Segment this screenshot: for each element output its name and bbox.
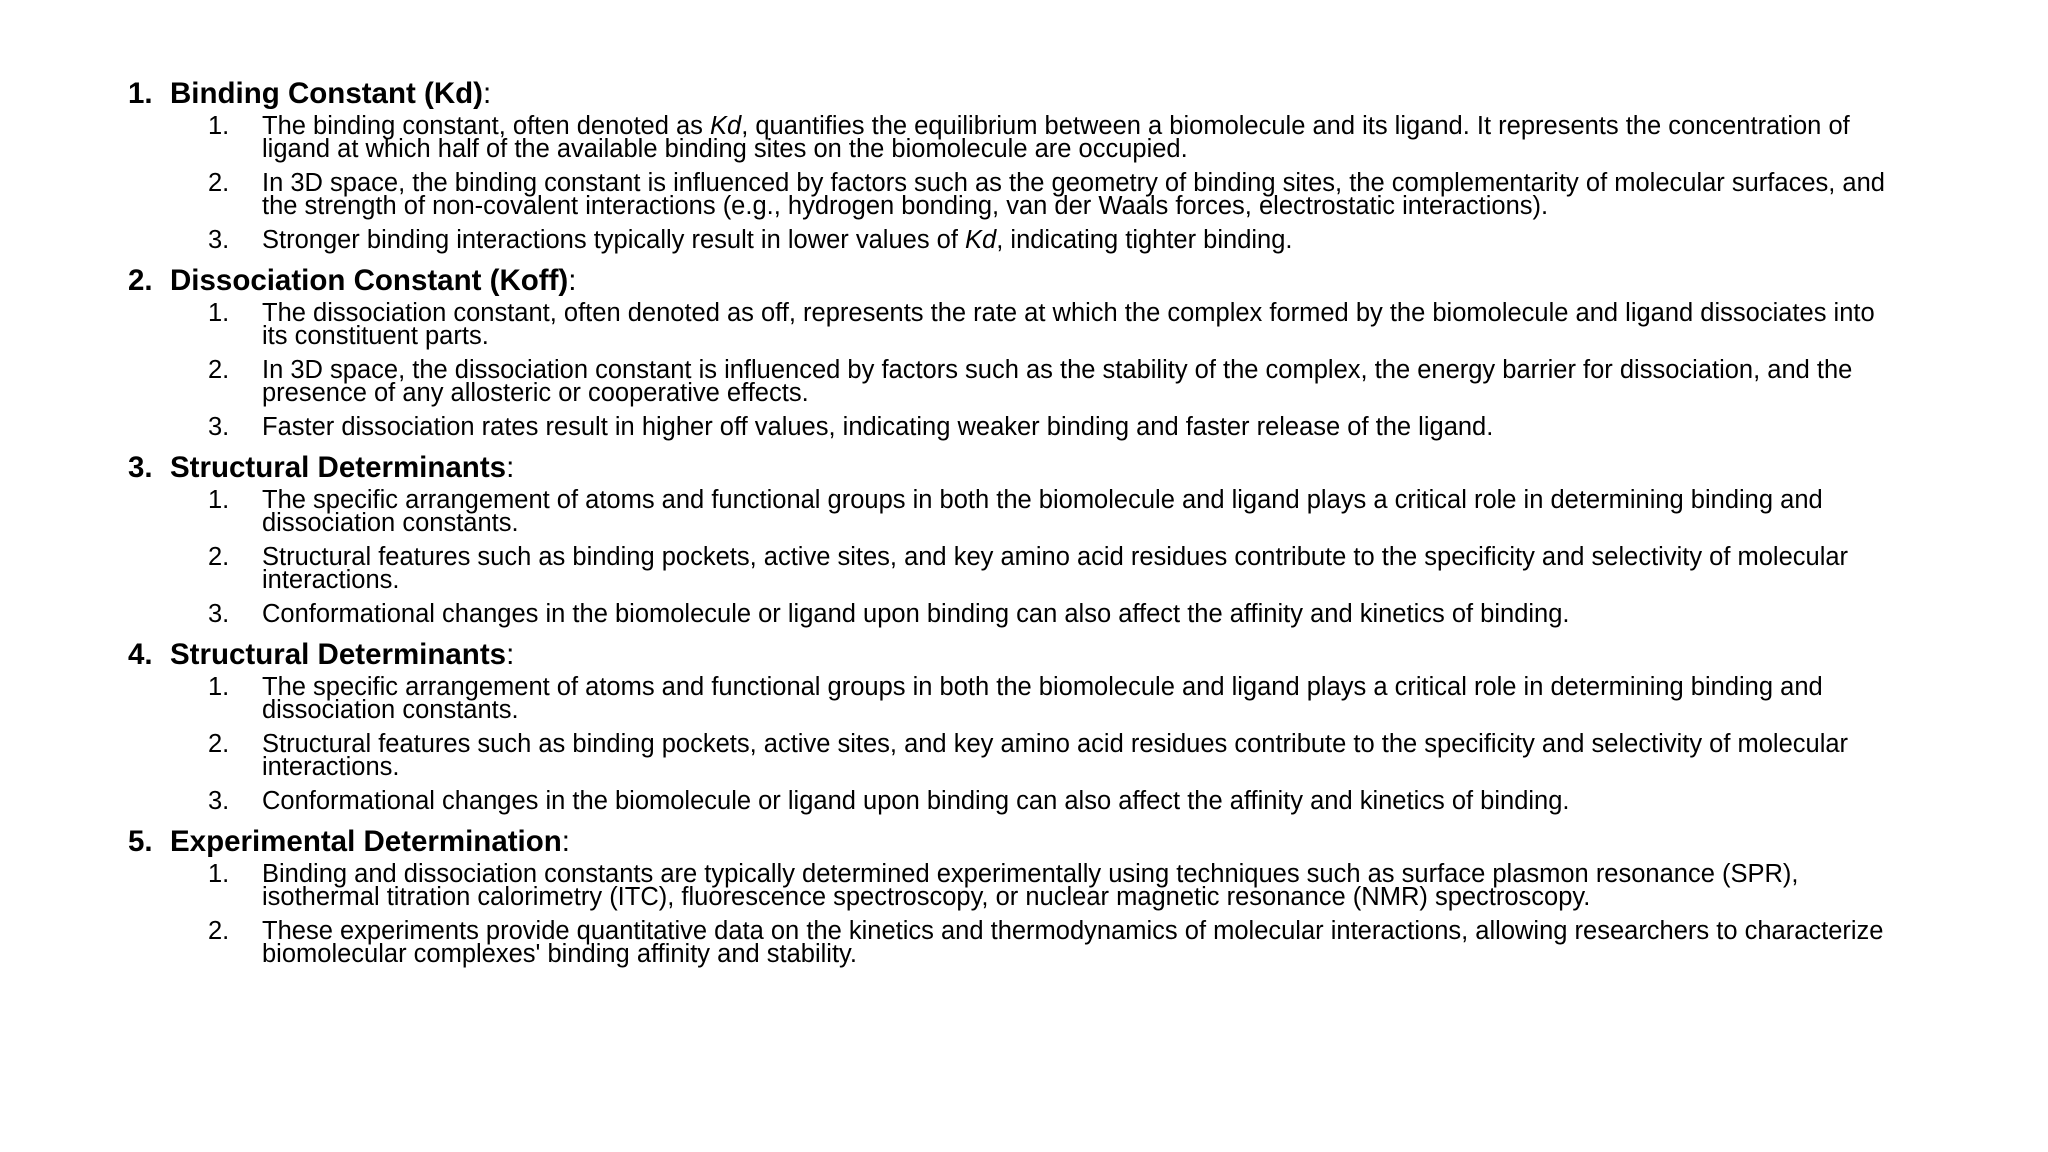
list-item [128,787,1948,815]
item-text: The specific arrangement of atoms and functional groups in both the biomolecule and ligand plays a critical role in determining binding and dissociation constants. [262,486,1823,537]
section-structural-determinants [128,450,1948,626]
item-number: 3. [208,600,230,628]
item-number: 1. [208,486,230,514]
list-item [128,917,1948,968]
item-number: 1. [208,299,230,327]
list-item [128,730,1948,781]
item-text: Binding and dissociation constants are typically determined experimentally using techniques such as surface plasmon resonance (SPR), isothermal titration calorimetry (ITC), fluorescence spectroscopy, or nuclear magnetic resonance (NMR) spectroscopy. [262,860,1799,911]
item-text: Structural features such as binding pockets, active sites, and key amino acid residues contribute to the specificity and selectivity of molecular interactions. [262,730,1849,781]
section-number: 2. [128,264,153,297]
item-text: In 3D space, the dissociation constant is influenced by factors such as the stability of the complex, the energy barrier for dissociation, and the presence of any allosteric or cooperative effects. [262,356,1853,407]
item-text: Faster dissociation rates result in higher off values, indicating weaker binding and faster release of the ligand. [262,413,1494,441]
item-text: Conformational changes in the biomolecule or ligand upon binding can also affect the affinity and kinetics of binding. [262,600,1570,628]
list-item [128,226,1948,254]
section-colon: : [568,264,577,297]
section-colon: : [561,825,570,858]
list-item [128,413,1948,441]
item-number: 2. [208,356,230,384]
section-heading [128,263,1948,299]
outline-list [128,76,1948,977]
item-text-emphasis: Kd [965,226,997,254]
list-item [128,860,1948,911]
section-items [128,860,1948,968]
item-number: 3. [208,413,230,441]
section-binding-constant [128,76,1948,252]
item-text-pre: In 3D space, the binding constant is influenced by factors such as the geometry of binding sites, the complementarity of molecular surfaces, and the strength of non-covalent interactions (e.g., hydrogen bonding, van der Waals forces, electrostatic interactions). [262,169,1885,220]
list-item [128,112,1948,163]
item-number: 1. [208,673,230,701]
section-heading [128,76,1948,112]
section-title: Structural Determinants [170,451,507,484]
item-text: Structural features such as binding pockets, active sites, and key amino acid residues contribute to the specificity and selectivity of molecular interactions. [262,543,1849,594]
section-title: Experimental Determination [170,825,562,858]
list-item [128,169,1948,220]
section-colon: : [506,451,515,484]
item-text-pre: Stronger binding interactions typically result in lower values of [262,226,966,254]
section-items [128,299,1948,441]
item-text: These experiments provide quantitative data on the kinetics and thermodynamics of molecular interactions, allowing researchers to characterize biomolecular complexes' binding affinity and stability. [262,917,1884,968]
section-number: 3. [128,451,153,484]
section-colon: : [482,77,492,110]
item-text-post: , quantifies the equilibrium between a biomolecule and its ligand. It represents the concentration of ligand at which half of the available binding sites on the biomolecule are occupied. [262,112,1850,163]
section-number: 5. [128,825,153,858]
item-text-post: , indicating tighter binding. [996,226,1293,254]
item-number: 1. [208,860,230,888]
item-number: 3. [208,787,230,815]
list-item [128,356,1948,407]
list-item [128,486,1948,537]
section-heading [128,824,1948,860]
section-heading [128,450,1948,486]
section-items [128,112,1948,254]
list-item [128,543,1948,594]
section-dissociation-constant [128,263,1948,439]
item-number: 2. [208,730,230,758]
item-text: The dissociation constant, often denoted as off, represents the rate at which the complex formed by the biomolecule and ligand dissociates into its constituent parts. [262,299,1875,350]
section-number: 1. [128,77,153,110]
section-items [128,673,1948,815]
item-number: 1. [208,112,230,140]
item-number: 2. [208,543,230,571]
section-title: Structural Determinants [170,638,507,671]
item-text [262,226,1902,254]
item-text-emphasis: Kd [710,112,742,140]
section-colon: : [506,638,515,671]
list-item [128,600,1948,628]
item-text [262,112,1902,163]
item-number: 2. [208,169,230,197]
section-number: 4. [128,638,153,671]
section-title: Dissociation Constant (Koff) [170,264,569,297]
item-text [262,169,1902,220]
section-title: Binding Constant (Kd) [170,77,483,110]
item-number: 3. [208,226,230,254]
section-items [128,486,1948,628]
item-text-pre: The binding constant, often denoted as [262,112,710,140]
section-structural-determinants-repeat [128,637,1948,813]
item-text: The specific arrangement of atoms and functional groups in both the biomolecule and ligand plays a critical role in determining binding and dissociation constants. [262,673,1823,724]
list-item [128,673,1948,724]
list-item [128,299,1948,350]
item-number: 2. [208,917,230,945]
item-text: Conformational changes in the biomolecule or ligand upon binding can also affect the affinity and kinetics of binding. [262,787,1570,815]
section-heading [128,637,1948,673]
section-experimental-determination [128,824,1948,966]
